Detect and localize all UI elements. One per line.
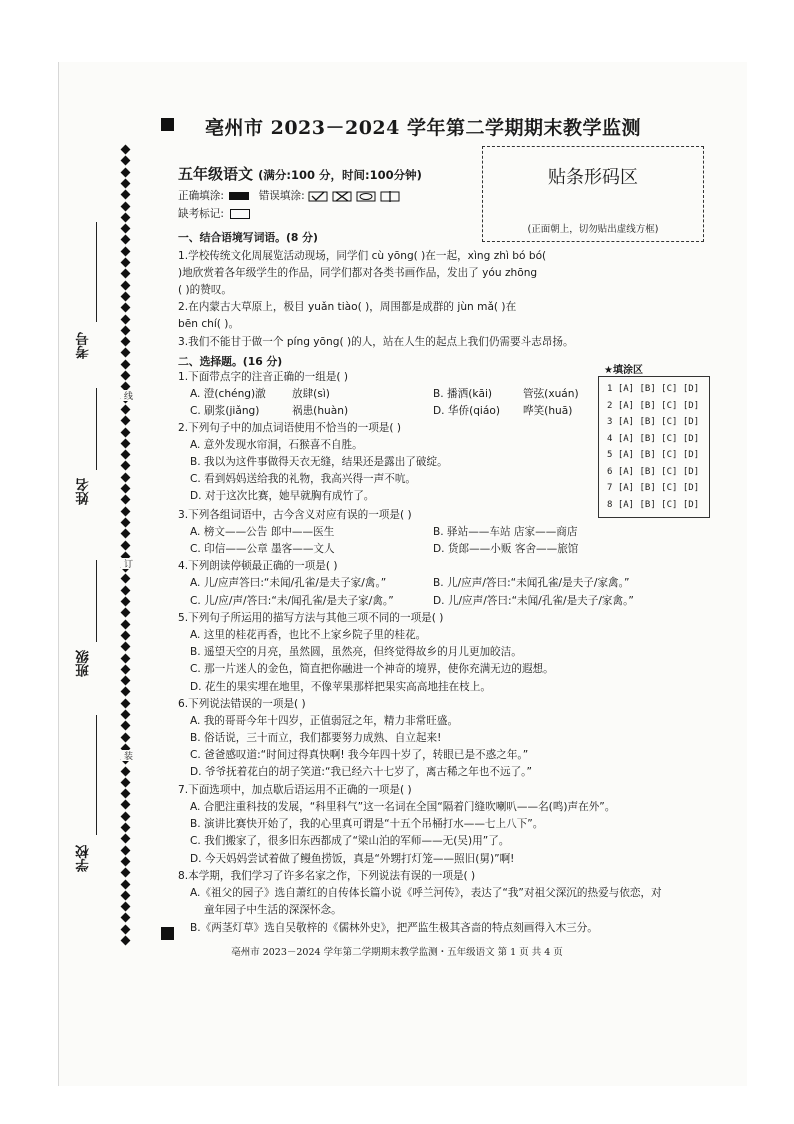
- q1-option: 放肆(sì): [292, 388, 330, 400]
- diamond-mark: [121, 608, 131, 618]
- diamond-mark: [121, 585, 131, 595]
- s1-line-1: 1.学校传统文化周展览活动现场，同学们 cù yōng( )在一起，xìng zhì bó bó(: [178, 250, 547, 262]
- barcode-area: [482, 146, 704, 242]
- q5-stem: 5.下列句子所运用的描写方法与其他三项不同的一项是( ): [178, 612, 444, 624]
- diamond-mark: [121, 235, 131, 245]
- diamond-mark: [121, 800, 131, 810]
- q8-stem: 8.本学期，我们学习了许多名家之作，下列说法有误的一项是( ): [178, 870, 476, 882]
- s1-line-2: )地欣赏着各年级学生的作品，同学们都对各类书画作品，发出了 yóu zhōng: [178, 267, 538, 279]
- diamond-mark: [121, 834, 131, 844]
- corner-marker: [161, 118, 174, 131]
- q7-option: A. 合肥注重科技的发展，“科里科气”这一名词在全国“隔着门缝吹喇叭——名(鸣)声在外”。: [190, 801, 616, 813]
- diamond-mark: [121, 269, 131, 279]
- diamond-mark: [121, 766, 131, 776]
- diamond-mark: [121, 484, 131, 494]
- diamond-mark: [121, 687, 131, 697]
- diamond-mark: [121, 325, 131, 335]
- q2-option: B. 我以为这件事做得天衣无缝，结果还是露出了破绽。: [190, 456, 448, 468]
- barcode-note: (正面朝上，切勿贴出虚线方框): [527, 224, 659, 235]
- diamond-mark: [121, 597, 131, 607]
- exam-no-label: 考号: [76, 332, 92, 359]
- diamond-mark: [121, 472, 131, 482]
- diamond-mark: [121, 348, 131, 358]
- q5-option: C. 那一片迷人的金色，简直把你融进一个神奇的境界，使你充满无边的遐想。: [190, 663, 554, 675]
- q6-option: D. 爷爷抚着花白的胡子笑道:“我已经六十七岁了，离古稀之年也不远了。”: [190, 766, 532, 778]
- diamond-mark: [121, 811, 131, 821]
- diamond-mark: [121, 416, 131, 426]
- diamond-mark: [121, 201, 131, 211]
- q1-option: 管弦(xuán): [523, 388, 579, 400]
- exam-no-line: [96, 222, 97, 322]
- school-label: 学校: [76, 845, 92, 872]
- binding-diamond-strip: [120, 146, 134, 946]
- binding-mark-install: 装: [122, 751, 132, 760]
- q7-option: B. 演讲比赛快开始了，我的心里真可谓是“十五个吊桶打水——七上八下”。: [190, 818, 544, 830]
- q3-option: B. 驿站——车站 店家——商店: [433, 526, 578, 538]
- diamond-mark: [121, 845, 131, 855]
- diamond-mark: [121, 167, 131, 177]
- answer-row[interactable]: 6 [A] [B] [C] [D]: [607, 466, 700, 477]
- subject-name: 五年级语文: [178, 165, 254, 183]
- diamond-mark: [121, 721, 131, 731]
- answer-row[interactable]: 3 [A] [B] [C] [D]: [607, 417, 700, 427]
- q4-option: C. 儿/应/声/答曰:“未/闻孔雀/是夫子家/禽。”: [190, 595, 394, 607]
- diamond-mark: [121, 574, 131, 584]
- class-label: 班级: [76, 650, 92, 677]
- diamond-mark: [121, 371, 131, 381]
- q8-option: A.《祖父的园子》选自萧红的自传体长篇小说《呼兰河传》，表达了“我”对祖父深沉的热爱与依恋，对: [190, 887, 662, 899]
- diamond-mark: [121, 495, 131, 505]
- q4-option: A. 儿/应声答曰:“未闻/孔雀/是夫子家/禽。”: [190, 577, 387, 589]
- q2-option: C. 看到妈妈送给我的礼物，我高兴得一声不吭。: [190, 473, 417, 485]
- exam-title: 亳州市 2023－2024 学年第二学期期末教学监测: [205, 117, 641, 139]
- q6-stem: 6.下列说法错误的一项是( ): [178, 698, 306, 710]
- diamond-mark: [121, 890, 131, 900]
- q8-option: 童年园子中生活的深深怀念。: [204, 904, 342, 916]
- q1-option: D. 华侨(qiáo): [433, 405, 500, 417]
- q3-option: A. 榜文——公告 郎中——医生: [190, 526, 335, 538]
- corner-marker: [161, 927, 174, 940]
- q2-option: D. 对于这次比赛，她早就胸有成竹了。: [190, 490, 375, 502]
- diamond-mark: [121, 212, 131, 222]
- diamond-mark: [121, 619, 131, 629]
- name-label: 姓名: [76, 478, 92, 505]
- diamond-mark: [121, 529, 131, 539]
- answer-area-title: ★填涂区: [604, 365, 643, 376]
- answer-row[interactable]: 7 [A] [B] [C] [D]: [607, 483, 700, 493]
- q5-option: A. 这里的桂花再香，也比不上家乡院子里的桂花。: [190, 629, 427, 641]
- diamond-mark: [121, 246, 131, 256]
- q2-stem: 2.下列句子中的加点词语使用不恰当的一项是( ): [178, 422, 402, 434]
- diamond-mark: [121, 732, 131, 742]
- q2-option: A. 意外发现水帘洞，石猴喜不自胜。: [190, 439, 363, 451]
- section2-heading: 二、选择题。(16 分): [178, 355, 283, 368]
- diamond-mark: [121, 868, 131, 878]
- barcode-title: 贴条形码区: [548, 167, 638, 188]
- q7-option: C. 我们搬家了，很多旧东西都成了“梁山泊的军师——无(吴)用”了。: [190, 835, 510, 847]
- diamond-mark: [121, 676, 131, 686]
- diamond-mark: [121, 630, 131, 640]
- diamond-mark: [121, 156, 131, 166]
- class-line: [96, 560, 97, 642]
- diamond-mark: [121, 517, 131, 527]
- q3-option: C. 印信——公章 墨客——文人: [190, 543, 335, 555]
- diamond-mark: [121, 303, 131, 313]
- filled-block-icon: [229, 192, 249, 200]
- diamond-mark: [121, 337, 131, 347]
- absent-mark: [178, 208, 250, 221]
- q4-option: D. 儿/应声/答曰:“未闻/孔雀/是夫子/家禽。”: [433, 595, 634, 607]
- fill-instructions: [178, 190, 400, 203]
- diamond-mark: [121, 359, 131, 369]
- diamond-mark: [121, 190, 131, 200]
- diamond-mark: [121, 698, 131, 708]
- diamond-mark: [121, 789, 131, 799]
- binding-mark-order: 订: [122, 559, 132, 568]
- diamond-mark: [121, 653, 131, 663]
- answer-row[interactable]: 1 [A] [B] [C] [D]: [607, 384, 700, 394]
- diamond-mark: [121, 404, 131, 414]
- s1-line-5: bēn chí( )。: [178, 318, 240, 330]
- diamond-mark: [121, 540, 131, 550]
- school-line: [96, 715, 97, 835]
- q8-option: B.《两茎灯草》选自吴敬梓的《儒林外史》，把严监生极其吝啬的特点刻画得入木三分。: [190, 922, 598, 934]
- q6-option: A. 我的哥哥今年十四岁，正值弱冠之年，精力非常旺盛。: [190, 715, 459, 727]
- diamond-mark: [121, 224, 131, 234]
- q6-option: B. 俗话说，三十而立，我们都要努力成熟、自立起来!: [190, 732, 442, 744]
- correct-fill-label: 正确填涂:: [178, 190, 224, 202]
- q5-option: B. 遥望天空的月亮，虽然圆，虽然亮，但终觉得故乡的月儿更加皎洁。: [190, 646, 522, 658]
- diamond-mark: [121, 823, 131, 833]
- s1-line-4: 2.在内蒙古大草原上，极目 yuǎn tiào( )，周围都是成群的 jùn mǎ( )在: [178, 301, 517, 313]
- diamond-mark: [121, 427, 131, 437]
- diamond-mark: [121, 879, 131, 889]
- diamond-mark: [121, 710, 131, 720]
- answer-fill-area: [598, 376, 710, 518]
- q4-stem: 4.下列朗读停顿最正确的一项是( ): [178, 560, 338, 572]
- q1-option: C. 刷浆(jiǎng): [190, 405, 260, 417]
- q7-option: D. 今天妈妈尝试着做了鳗鱼捞饭，真是“外甥打灯笼——照旧(舅)”啊!: [190, 853, 515, 865]
- q1-stem: 1.下面带点字的注音正确的一组是( ): [178, 371, 349, 383]
- diamond-mark: [121, 145, 131, 155]
- answer-row[interactable]: 8 [A] [B] [C] [D]: [607, 499, 700, 510]
- section1-heading: 一、结合语境写词语。(8 分): [178, 231, 318, 244]
- q7-stem: 7.下面选项中，加点歇后语运用不正确的一项是( ): [178, 784, 412, 796]
- binding-mark-line: 线: [122, 391, 132, 400]
- s1-line-3: ( )的赞叹。: [178, 284, 233, 296]
- diamond-mark: [121, 450, 131, 460]
- diamond-mark: [121, 258, 131, 268]
- wrong-fill-examples-icon: [308, 191, 400, 202]
- q4-option: B. 儿/应声/答曰:“未闻孔雀/是夫子/家禽。”: [433, 577, 630, 589]
- diamond-mark: [121, 280, 131, 290]
- answer-row[interactable]: 5 [A] [B] [C] [D]: [607, 450, 700, 460]
- absent-mark-box[interactable]: [230, 209, 250, 219]
- diamond-mark: [121, 314, 131, 324]
- name-line: [96, 388, 97, 470]
- subject-line: [178, 163, 422, 184]
- page-footer: 亳州市 2023－2024 学年第二学期期末教学监测・五年级语文 第 1 页 共 4 页: [231, 947, 563, 958]
- q1-option: B. 播洒(kāi): [433, 388, 493, 400]
- diamond-mark: [121, 924, 131, 934]
- diamond-mark: [121, 913, 131, 923]
- diamond-mark: [121, 856, 131, 866]
- diamond-mark: [121, 506, 131, 516]
- diamond-mark: [121, 664, 131, 674]
- q1-option: 祸患(huàn): [292, 405, 349, 417]
- wrong-fill-label: 错误填涂:: [258, 190, 305, 202]
- absent-mark-label: 缺考标记:: [178, 208, 224, 220]
- q3-option: D. 货郎——小贩 客舍——旅馆: [433, 543, 579, 555]
- q1-option: A. 澄(chéng)澈: [190, 388, 266, 400]
- subject-meta: (满分:100 分，时间:100分钟): [258, 168, 422, 182]
- diamond-mark: [121, 291, 131, 301]
- diamond-mark: [121, 642, 131, 652]
- diamond-mark: [121, 902, 131, 912]
- diamond-mark: [121, 178, 131, 188]
- s1-line-6: 3.我们不能甘于做一个 píng yōng( )的人，站在人生的起点上我们仍需要斗志昂扬。: [178, 336, 574, 348]
- q6-option: C. 爸爸感叹道:“时间过得真快啊! 我今年四十岁了，转眼已是不惑之年。”: [190, 749, 529, 761]
- q5-option: D. 花生的果实埋在地里，不像苹果那样把果实高高地挂在枝上。: [190, 681, 491, 693]
- answer-row[interactable]: 2 [A] [B] [C] [D]: [607, 400, 700, 411]
- answer-row[interactable]: 4 [A] [B] [C] [D]: [607, 433, 700, 444]
- q1-option: 哗笑(huā): [523, 405, 573, 417]
- diamond-mark: [121, 438, 131, 448]
- diamond-mark: [121, 461, 131, 471]
- diamond-mark: [121, 777, 131, 787]
- q3-stem: 3.下列各组词语中，古今含义对应有误的一项是( ): [178, 509, 412, 521]
